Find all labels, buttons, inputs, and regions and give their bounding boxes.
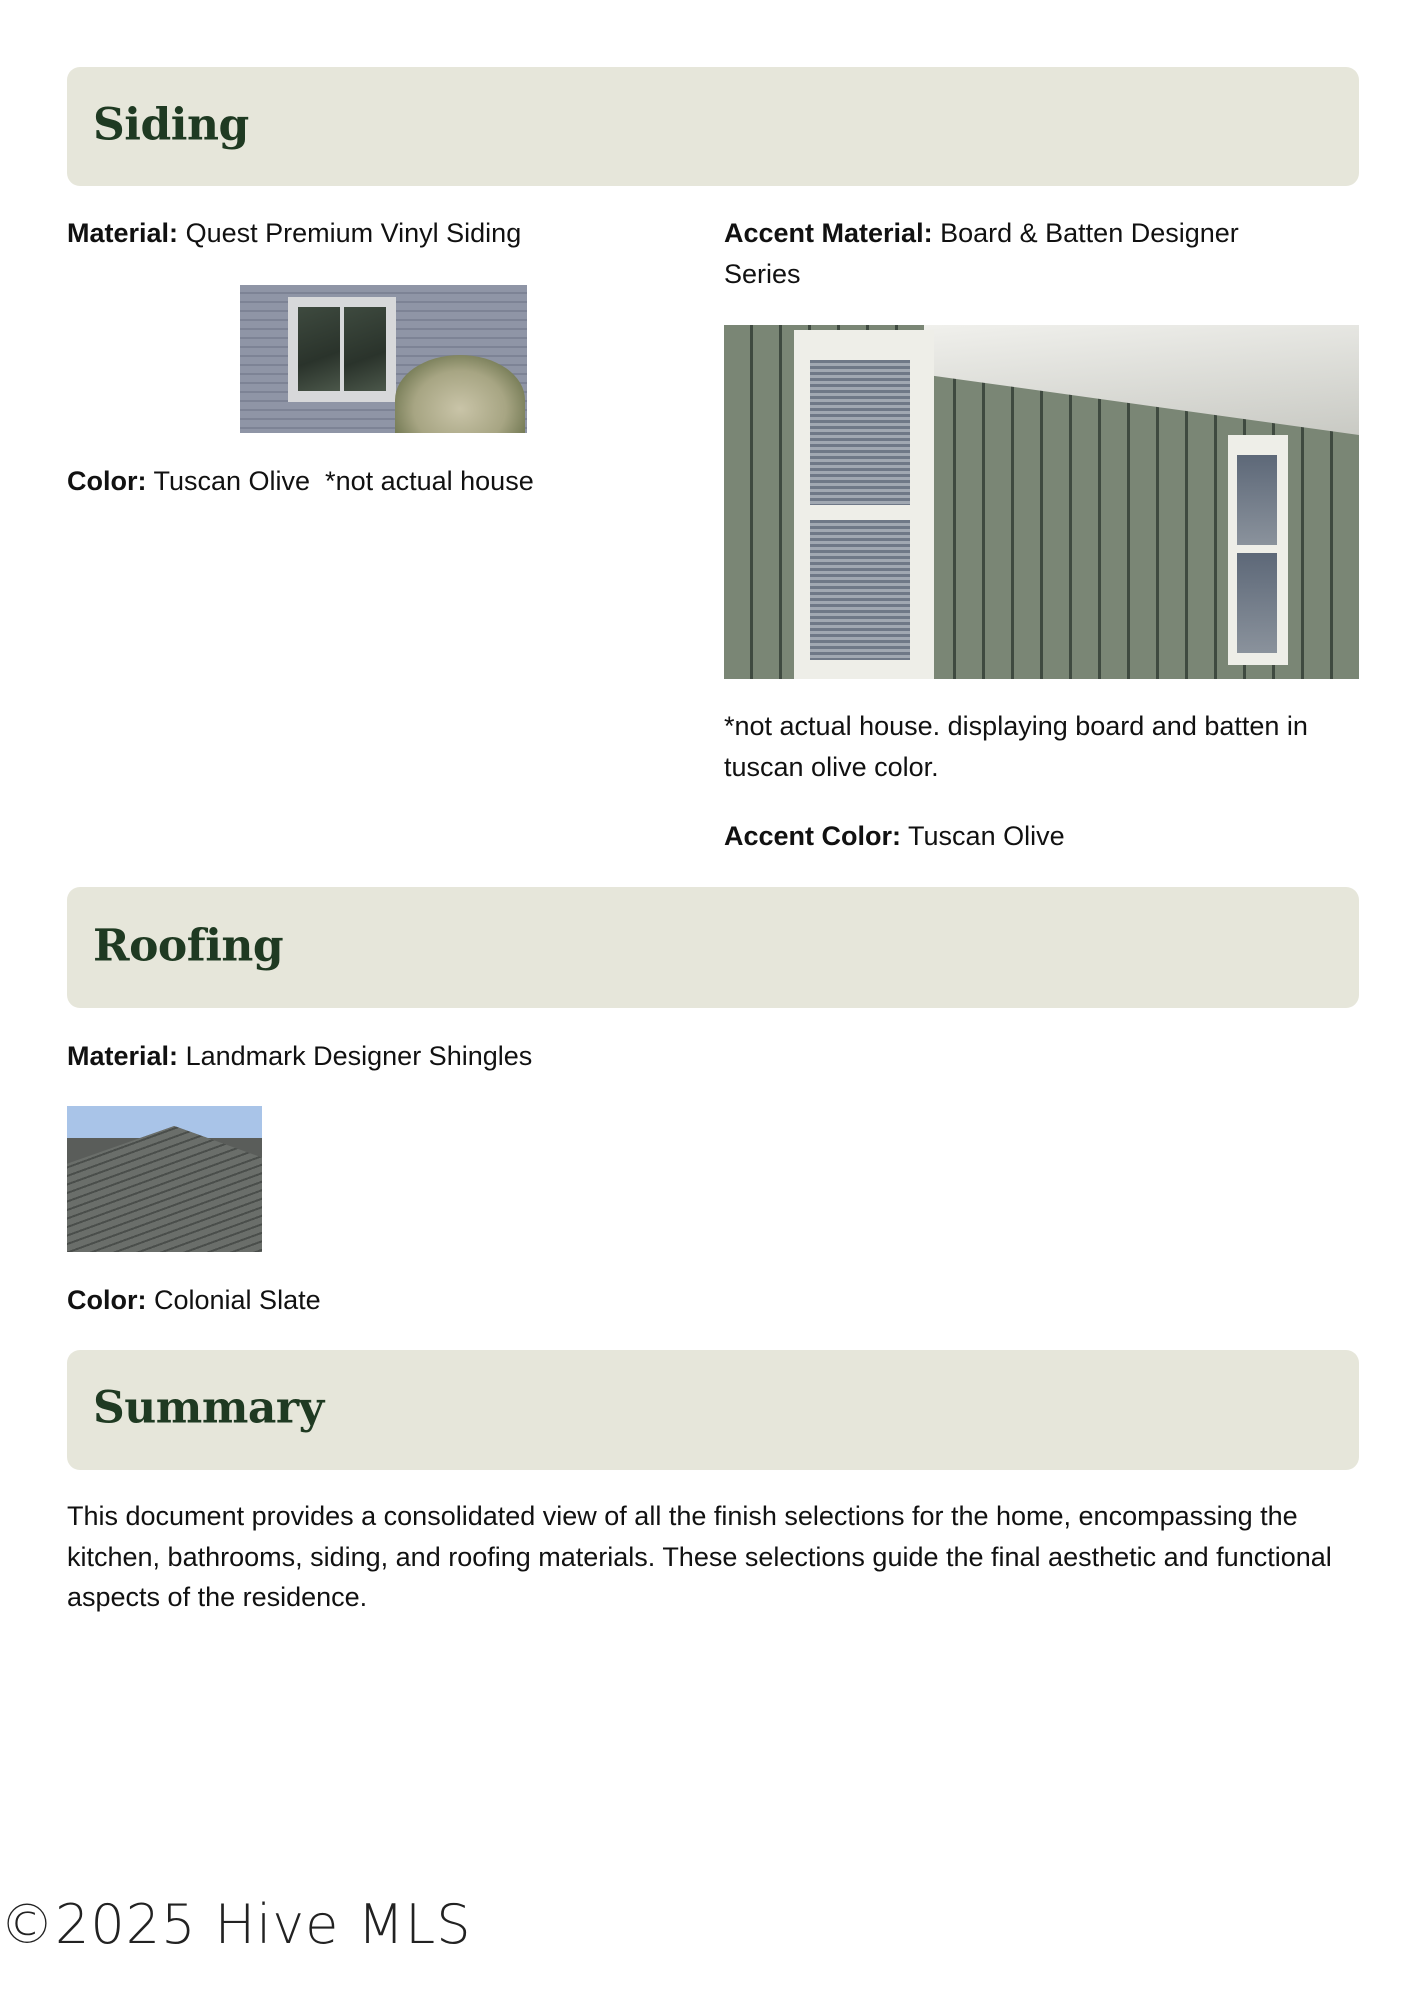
- siding-heading: Siding: [93, 98, 249, 150]
- roofing-heading: Roofing: [93, 919, 284, 971]
- shingles-image: [67, 1106, 262, 1252]
- accent-color: Accent Color: Tuscan Olive: [724, 821, 1065, 851]
- roofing-section-header: [67, 887, 1359, 1008]
- siding-material: Material: Quest Premium Vinyl Siding: [67, 218, 522, 248]
- accent-note: *not actual house. displaying board and batten in tuscan olive color.: [724, 711, 1308, 782]
- vinyl-siding-image: [240, 285, 527, 433]
- copyright-footer: ©2025 Hive MLS: [0, 1893, 472, 1956]
- summary-section-header: [67, 1350, 1359, 1470]
- siding-section-header: [67, 67, 1359, 186]
- siding-color: Color: Tuscan Olive *not actual house: [67, 466, 534, 496]
- roofing-color: Color: Colonial Slate: [67, 1285, 321, 1315]
- accent-material: Accent Material: Board & Batten Designer Series: [724, 218, 1239, 289]
- summary-text: This document provides a consolidated view of all the finish selections for the home, encompassing the kitchen, bathrooms, siding, and roofing materials. These selections guide the final aesthetic and functional aspects of the residence.: [67, 1501, 1332, 1612]
- board-and-batten-image: [724, 325, 1359, 679]
- summary-heading: Summary: [93, 1382, 324, 1434]
- roofing-material: Material: Landmark Designer Shingles: [67, 1041, 533, 1071]
